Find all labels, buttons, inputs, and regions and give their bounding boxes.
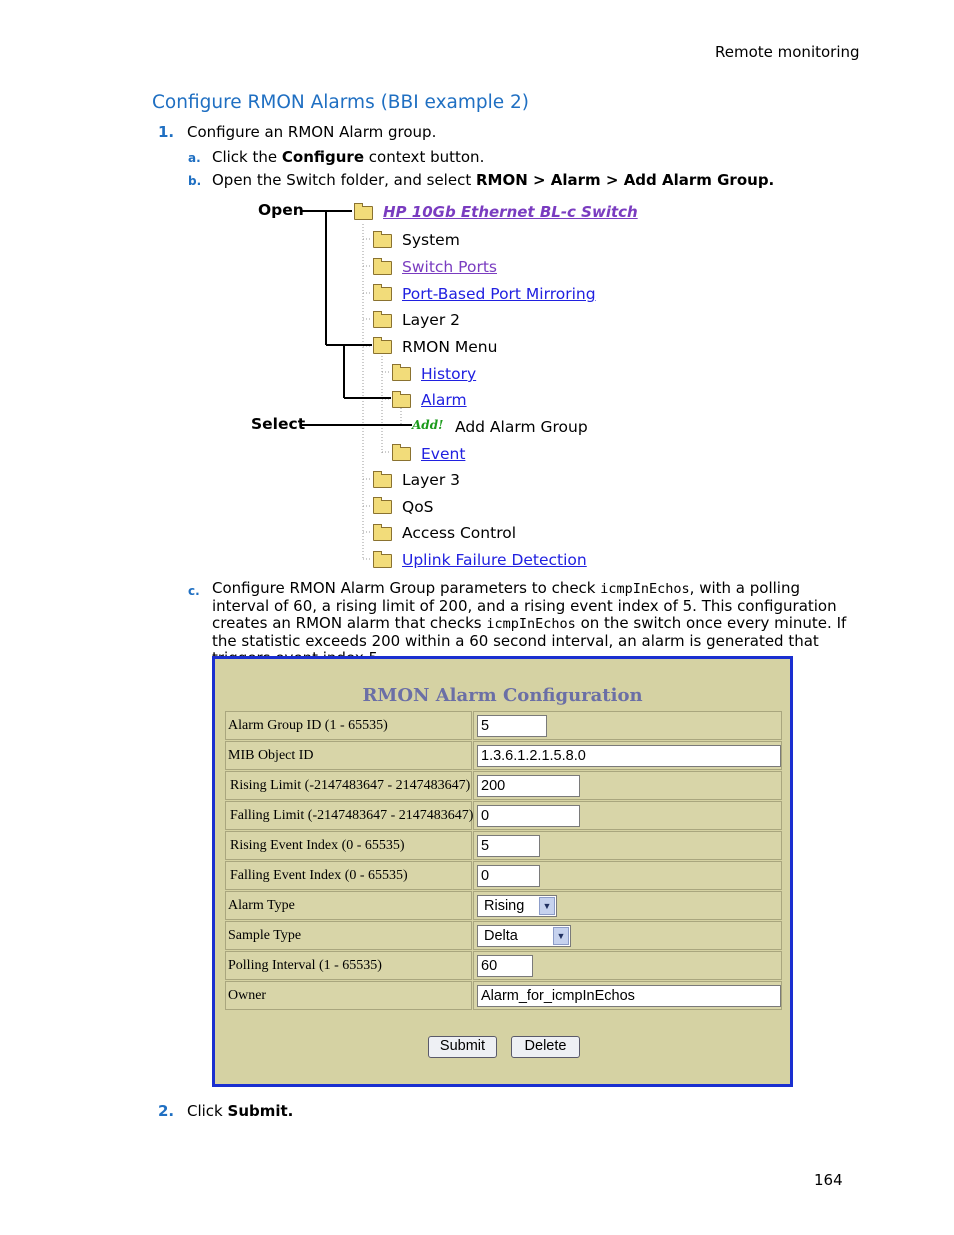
folder-open-icon xyxy=(392,394,411,408)
tree-item-access-control[interactable]: Access Control xyxy=(402,524,517,542)
running-header: Remote monitoring xyxy=(715,43,860,61)
callout-select: Select xyxy=(251,415,306,433)
field-label: Sample Type xyxy=(228,928,302,943)
substep-c-text: Configure RMON Alarm Group parameters to check icmpInEchos, with a polling interval of 60, a rising limit of 200, and a rising event index of 5. This configuration creates an RMON alarm that checks icmpInEchos on the switch once every minute. If the statistic exceeds 200 within a 60 second interval, an alarm is generated that xyxy=(212,579,847,650)
rising-limit-input[interactable]: 200 xyxy=(477,775,580,797)
panel-title: RMON Alarm Configuration xyxy=(362,685,643,706)
tree-item-switch-ports[interactable]: Switch Ports xyxy=(402,258,497,276)
section-title: Configure RMON Alarms (BBI example 2) xyxy=(152,92,530,113)
field-label: Alarm Type xyxy=(228,898,295,913)
tree-item-uplink-failure[interactable]: Uplink Failure Detection xyxy=(402,551,587,569)
form-row-falling-event-index xyxy=(225,861,782,891)
tree-item-event[interactable]: Event xyxy=(421,445,466,463)
polling-interval-input[interactable]: 60 xyxy=(477,955,533,977)
field-label: Rising Limit (-2147483647 - 2147483647) xyxy=(230,778,471,793)
form-row-alarm-group-id xyxy=(225,711,782,741)
field-label: Falling Limit (-2147483647 - 2147483647) xyxy=(230,808,474,823)
falling-limit-input[interactable]: 0 xyxy=(477,805,580,827)
field-label: Owner xyxy=(228,988,267,1003)
field-label: MIB Object ID xyxy=(228,748,314,763)
tree-root-switch[interactable]: HP 10Gb Ethernet BL-c Switch xyxy=(383,203,638,221)
step-1-number: 1. xyxy=(158,123,175,141)
owner-input[interactable]: Alarm_for_icmpInEchos xyxy=(477,985,781,1007)
chevron-down-icon[interactable]: ▼ xyxy=(539,897,555,915)
tree-item-alarm[interactable]: Alarm xyxy=(421,391,467,409)
tree-item-system[interactable]: System xyxy=(402,231,460,249)
falling-event-index-input[interactable]: 0 xyxy=(477,865,540,887)
tree-item-rmon-menu[interactable]: RMON Menu xyxy=(402,338,498,356)
form-row-owner xyxy=(225,981,782,1011)
delete-button[interactable]: Delete xyxy=(511,1036,580,1058)
step-1-text: Configure an RMON Alarm group. xyxy=(187,123,437,141)
form-row-mib-object-id xyxy=(225,741,782,771)
chevron-down-icon[interactable]: ▼ xyxy=(553,927,569,945)
folder-open-icon xyxy=(373,340,392,354)
rmon-alarm-config-panel xyxy=(212,656,793,1087)
folder-icon xyxy=(373,287,392,301)
alarm-type-value: Rising xyxy=(484,898,525,914)
folder-icon xyxy=(354,206,373,220)
alarm-type-select[interactable] xyxy=(477,895,557,917)
tree-item-history[interactable]: History xyxy=(421,365,477,383)
form-row-rising-event-index xyxy=(225,831,782,861)
folder-icon xyxy=(392,367,411,381)
form-row-alarm-type xyxy=(225,891,782,921)
folder-icon xyxy=(373,474,392,488)
form-row-falling-limit xyxy=(225,801,782,831)
step-2-text: Click Submit. xyxy=(187,1102,294,1120)
folder-icon xyxy=(373,554,392,568)
page-number: 164 xyxy=(814,1171,843,1189)
sample-type-select[interactable] xyxy=(477,925,571,947)
step-2-number: 2. xyxy=(158,1102,175,1120)
form-row-rising-limit xyxy=(225,771,782,801)
substep-b-letter: b. xyxy=(188,174,202,188)
tree-item-qos[interactable]: QoS xyxy=(402,498,434,516)
folder-icon xyxy=(373,234,392,248)
substep-b-text: Open the Switch folder, and select RMON > Alarm > Add Alarm Group. xyxy=(212,171,775,189)
field-label: Polling Interval (1 - 65535) xyxy=(228,958,382,973)
form-row-sample-type xyxy=(225,921,782,951)
folder-icon xyxy=(373,314,392,328)
tree-item-layer3[interactable]: Layer 3 xyxy=(402,471,461,489)
tree-item-layer2[interactable]: Layer 2 xyxy=(402,311,461,329)
substep-a-letter: a. xyxy=(188,151,201,165)
substep-c-letter: c. xyxy=(188,584,200,598)
alarm-group-id-input[interactable]: 5 xyxy=(477,715,547,737)
field-label: Alarm Group ID (1 - 65535) xyxy=(228,718,388,733)
form-row-polling-interval xyxy=(225,951,782,981)
add-icon: Add! xyxy=(412,418,444,432)
tree-item-port-mirroring[interactable]: Port-Based Port Mirroring xyxy=(402,285,596,303)
mib-object-id-input[interactable]: 1.3.6.1.2.1.5.8.0 xyxy=(477,745,781,767)
rising-event-index-input[interactable]: 5 xyxy=(477,835,540,857)
field-label: Falling Event Index (0 - 65535) xyxy=(230,868,408,883)
folder-icon xyxy=(392,447,411,461)
tree-item-add-alarm-group[interactable]: Add Alarm Group xyxy=(455,418,588,436)
submit-button[interactable]: Submit xyxy=(428,1036,497,1058)
folder-icon xyxy=(373,527,392,541)
callout-open: Open xyxy=(258,201,304,219)
sample-type-value: Delta xyxy=(484,928,518,944)
substep-a-text: Click the Configure context button. xyxy=(212,148,485,166)
field-label: Rising Event Index (0 - 65535) xyxy=(230,838,405,853)
folder-icon xyxy=(373,500,392,514)
folder-icon xyxy=(373,261,392,275)
